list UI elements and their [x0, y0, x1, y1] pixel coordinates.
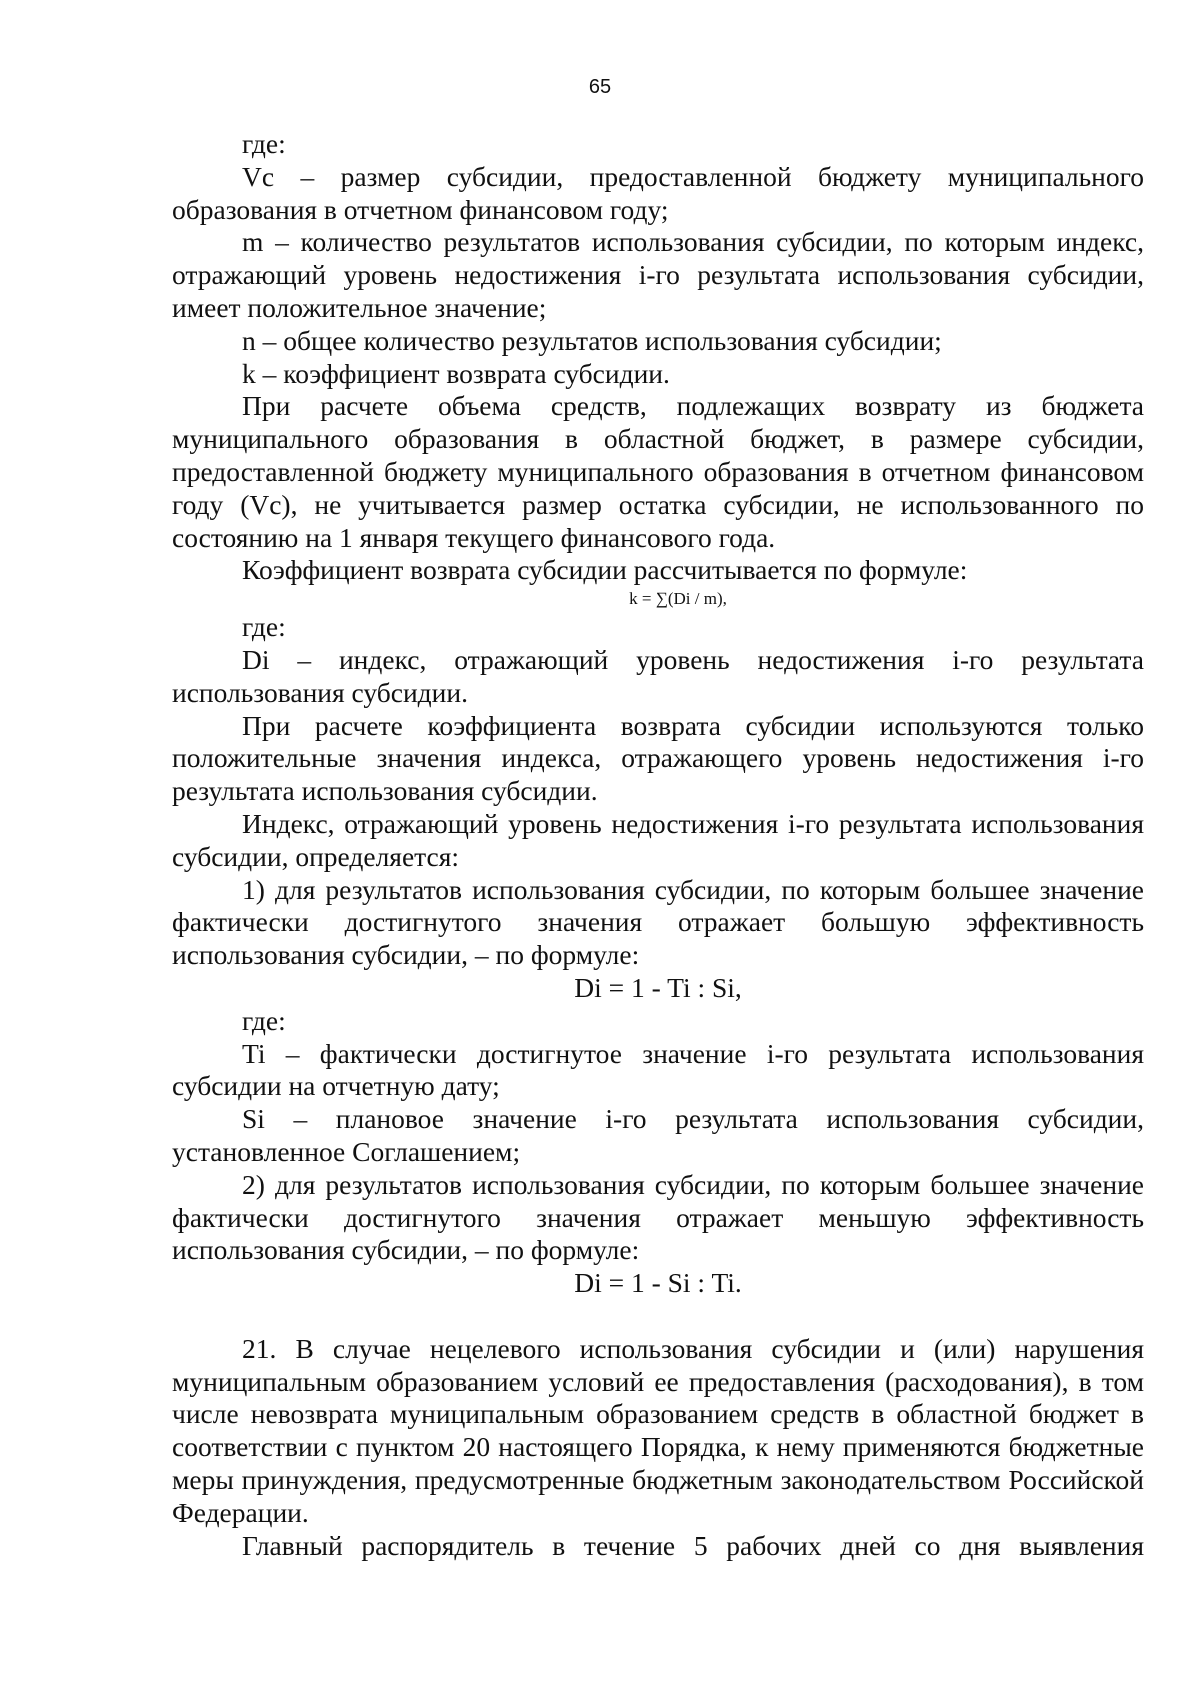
paragraph-m-definition: m – количество результатов использования субсидии, по которым индекс, отражающий уровень недостижения i-го результата использования субсидии, имеет положительное значение;: [172, 226, 1144, 323]
paragraph-main-administrator: Главный распорядитель в течение 5 рабочих дней со дня выявления: [242, 1529, 1144, 1561]
formula-di-1: Di = 1 - Ti : Si,: [574, 971, 742, 1003]
paragraph-return-calculation: При расчете объема средств, подлежащих возврату из бюджета муниципального образования в областной бюджет, в размере субсидии, предоставленной бюджету муниципального образования в отчетном финансовом году (Vc), не учитывается размер остатка субсидии, не использованного по состоянию на 1 января текущего финансового года.: [172, 390, 1144, 553]
formula-di-2: Di = 1 - Si : Ti.: [574, 1267, 742, 1299]
formula-k: k = ∑(Di / m),: [629, 589, 727, 609]
paragraph-n-definition: n – общее количество результатов использования субсидии;: [242, 324, 942, 356]
paragraph-si-definition: Si – плановое значение i-го результата использования субсидии, установленное Соглашением;: [172, 1103, 1144, 1167]
paragraph-case-1: 1) для результатов использования субсидии, по которым большее значение фактически достигнутого значения отражает большую эффективность использования субсидии, – по формуле:: [172, 873, 1144, 971]
paragraph-section-21: 21. В случае нецелевого использования субсидии и (или) нарушения муниципальным образованием условий ее предоставления (расходования), в том числе невозврата муниципальным образованием средств в областной бюджет в соответствии с пунктом 20 настоящего Порядка, к нему применяются бюджетные меры принуждения, предусмотренные бюджетным законодательством Российской Федерации.: [172, 1332, 1144, 1528]
paragraph-positive-values: При расчете коэффициента возврата субсидии используются только положительные значения индекса, отражающего уровень недостижения i-го результата использования субсидии.: [172, 709, 1144, 807]
paragraph-vc-definition: Vc – размер субсидии, предоставленной бюджету муниципального образования в отчетном финансовом году;: [172, 160, 1144, 225]
paragraph-k-definition: k – коэффициент возврата субсидии.: [242, 357, 670, 389]
paragraph-where-2: где:: [242, 611, 286, 643]
paragraph-coefficient-intro: Коэффициент возврата субсидии рассчитывается по формуле:: [242, 554, 968, 586]
paragraph-where-3: где:: [242, 1004, 286, 1036]
page-number: 65: [588, 76, 612, 98]
paragraph-where-1: где:: [242, 128, 286, 159]
document-body: [172, 128, 1144, 1562]
paragraph-di-definition: Di – индекс, отражающий уровень недостижения i-го результата использования субсидии.: [172, 643, 1144, 708]
section-spacer: [172, 1300, 1144, 1333]
paragraph-index-determined: Индекс, отражающий уровень недостижения i-го результата использования субсидии, определяется:: [172, 807, 1144, 872]
paragraph-case-2: 2) для результатов использования субсидии, по которым большее значение фактически достигнутого значения отражает меньшую эффективность использования субсидии, – по формуле:: [172, 1168, 1144, 1266]
paragraph-ti-definition: Ti – фактически достигнутое значение i-го результата использования субсидии на отчетную дату;: [172, 1037, 1144, 1102]
